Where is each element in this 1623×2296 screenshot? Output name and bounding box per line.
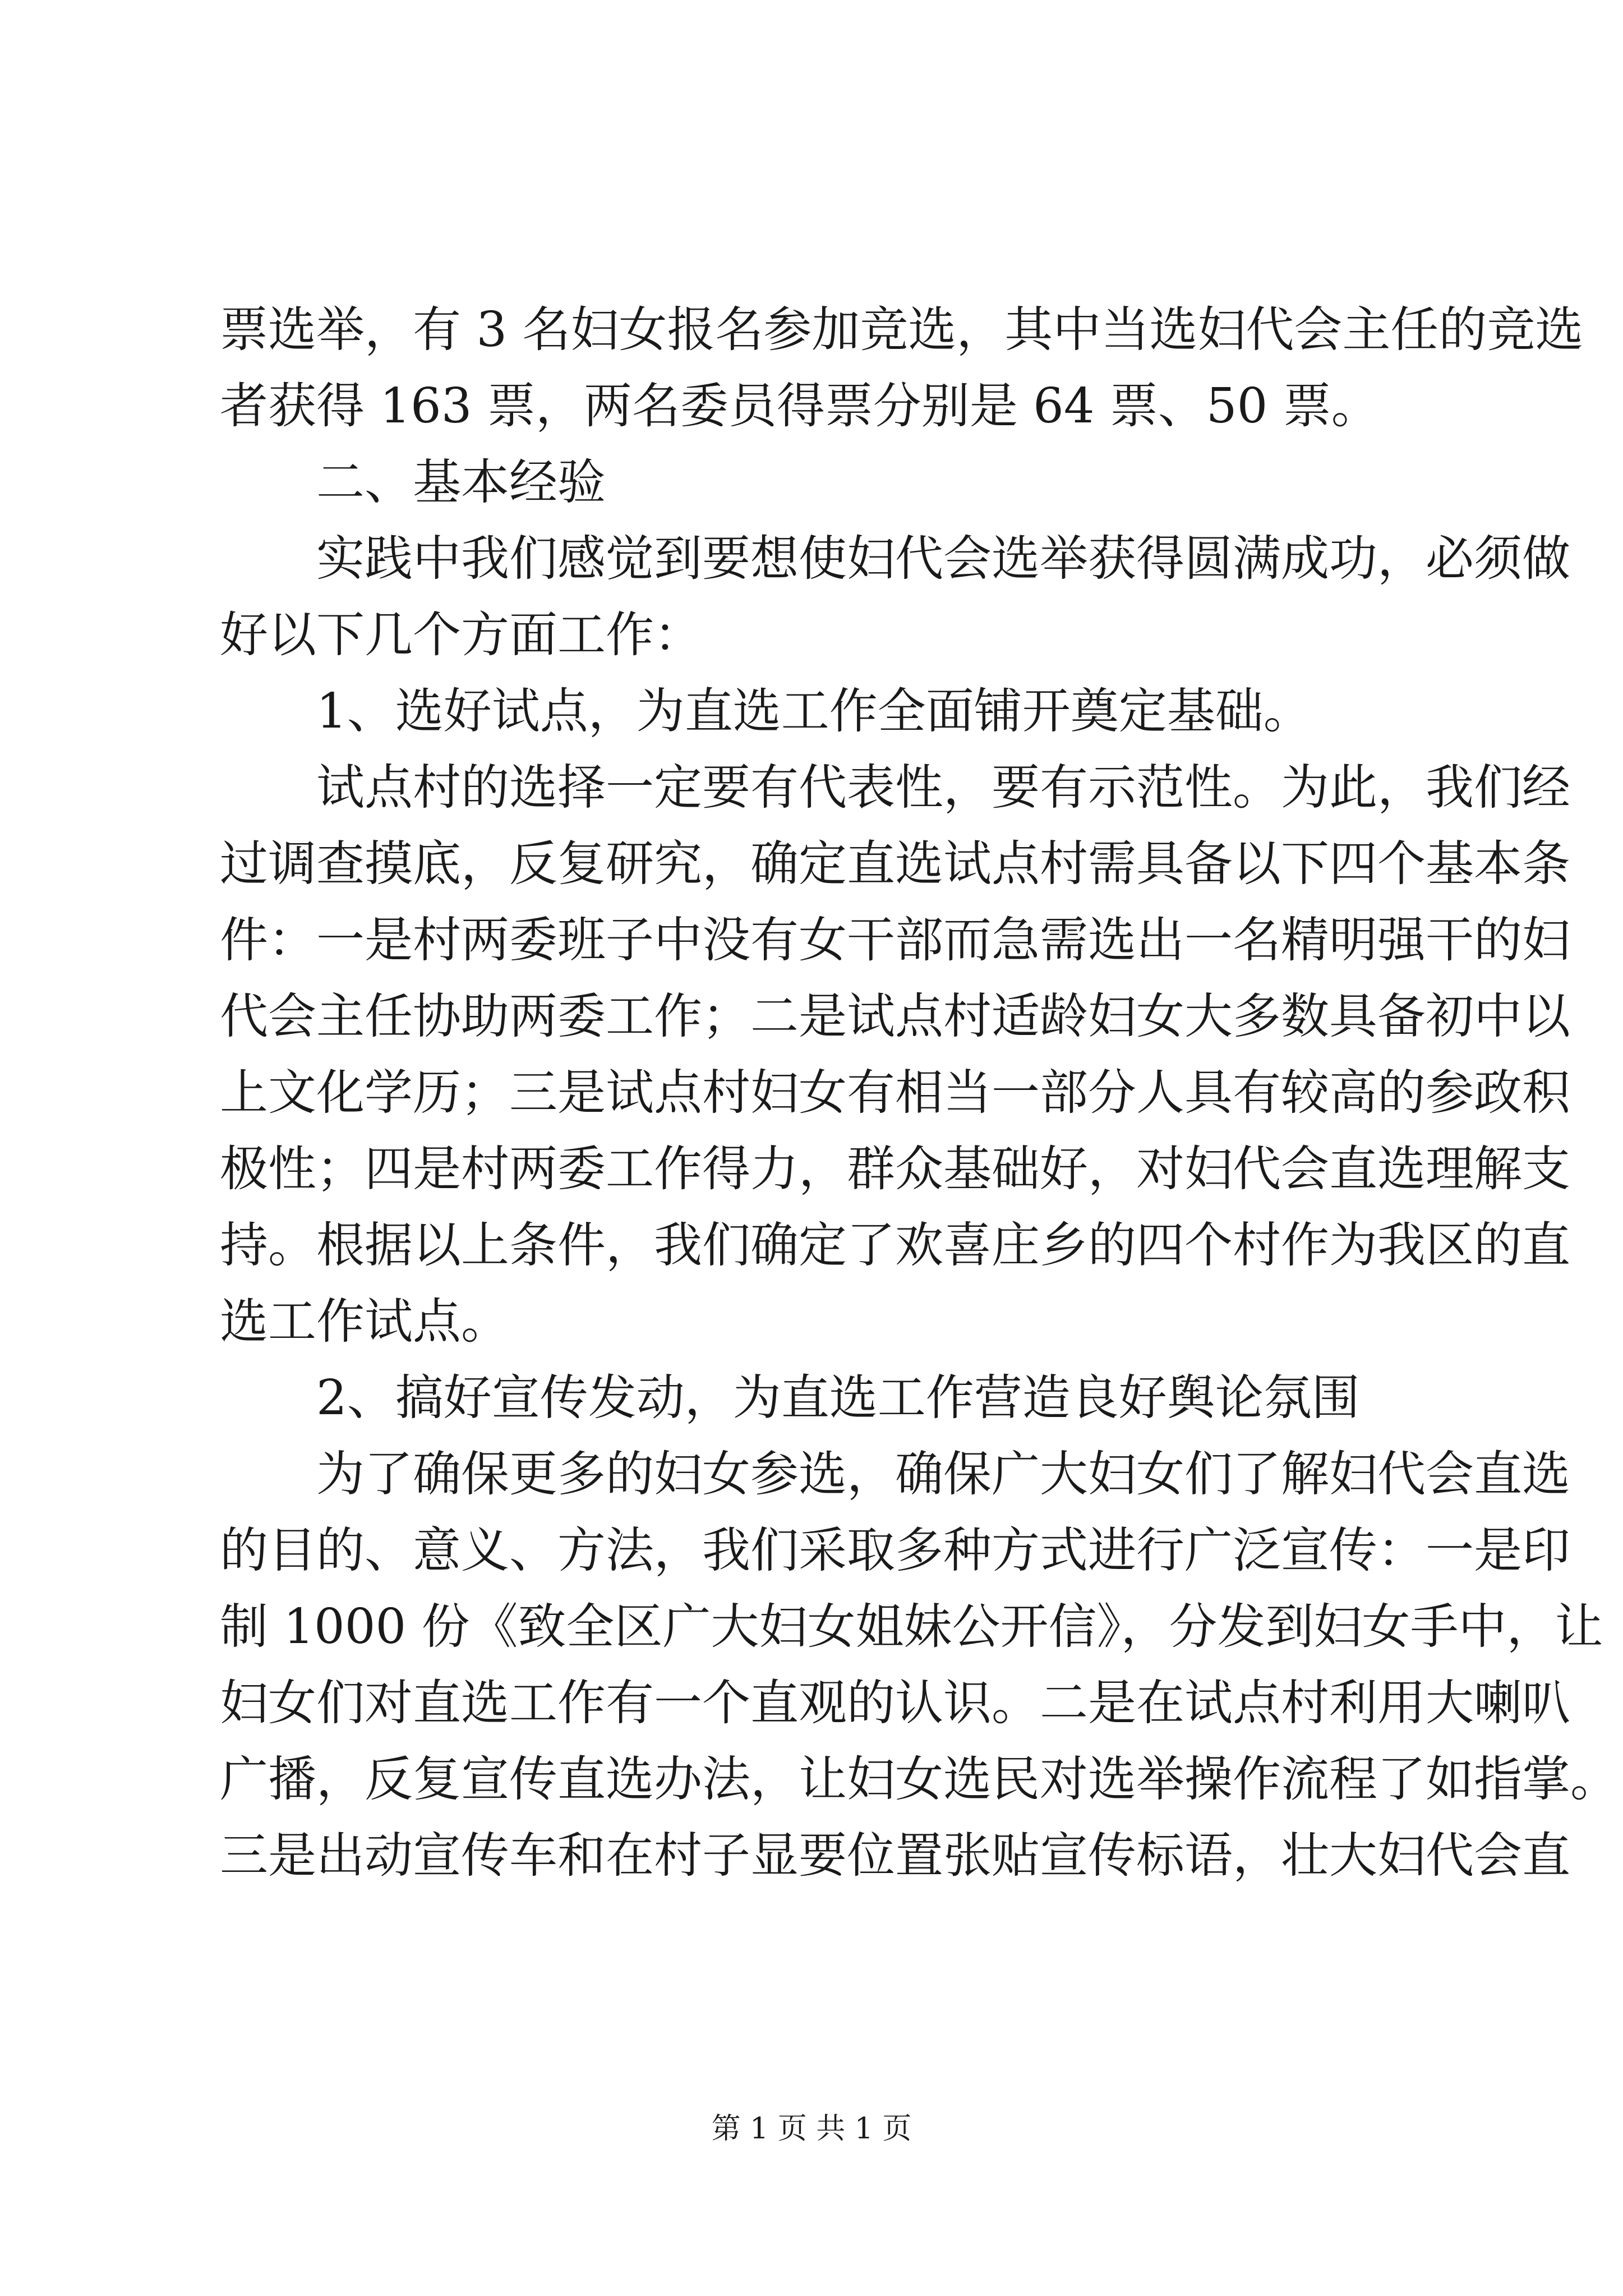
paragraph xyxy=(220,1360,1403,1436)
text-line: 过调查摸底，反复研究，确定直选试点村需具备以下四个基本条 xyxy=(220,836,1570,892)
text-line: 2、搞好宣传发动，为直选工作营造良好舆论氛围 xyxy=(316,1370,1360,1426)
page-footer: 第 1 页 共 1 页 xyxy=(711,2112,912,2146)
paragraph xyxy=(220,444,1403,521)
text-line: 持。根据以上条件，我们确定了欢喜庄乡的四个村作为我区的直 xyxy=(220,1217,1570,1273)
paragraph xyxy=(220,1436,1619,1894)
text-line: 二、基本经验 xyxy=(316,454,606,510)
text-line: 票选举，有 3 名妇女报名参加竞选，其中当选妇代会主任的竞选 xyxy=(220,302,1584,358)
text-line: 选工作试点。 xyxy=(220,1294,509,1350)
paragraph xyxy=(220,292,1584,444)
text-line: 广播，反复宣传直选办法，让妇女选民对选举操作流程了如指掌。 xyxy=(220,1751,1619,1807)
paragraph xyxy=(220,749,1570,1360)
text-line: 实践中我们感觉到要想使妇代会选举获得圆满成功，必须做 xyxy=(316,531,1570,587)
text-line: 好以下几个方面工作： xyxy=(220,607,702,663)
text-line: 件：一是村两委班子中没有女干部而急需选出一名精明强干的妇 xyxy=(220,912,1570,968)
text-line: 三是出动宣传车和在村子显要位置张贴宣传标语，壮大妇代会直 xyxy=(220,1828,1570,1884)
text-line: 试点村的选择一定要有代表性，要有示范性。为此，我们经 xyxy=(316,760,1570,816)
text-line: 代会主任协助两委工作；二是试点村适龄妇女大多数具备初中以 xyxy=(220,988,1570,1045)
text-line: 妇女们对直选工作有一个直观的认识。二是在试点村利用大喇叭 xyxy=(220,1675,1570,1731)
text-line: 者获得 163 票，两名委员得票分别是 64 票、50 票。 xyxy=(220,378,1380,434)
text-line: 1、选好试点，为直选工作全面铺开奠定基础。 xyxy=(316,683,1312,739)
document-body xyxy=(220,292,1619,1894)
text-line: 上文化学历；三是试点村妇女有相当一部分人具有较高的参政积 xyxy=(220,1065,1570,1121)
text-line: 制 1000 份《致全区广大妇女姐妹公开信》，分发到妇女手中，让 xyxy=(220,1599,1603,1655)
paragraph xyxy=(220,673,1403,749)
text-line: 为了确保更多的妇女参选，确保广大妇女们了解妇代会直选 xyxy=(316,1446,1570,1502)
text-line: 的目的、意义、方法，我们采取多种方式进行广泛宣传：一是印 xyxy=(220,1522,1570,1579)
paragraph xyxy=(220,521,1570,673)
text-line: 极性；四是村两委工作得力，群众基础好，对妇代会直选理解支 xyxy=(220,1141,1570,1197)
